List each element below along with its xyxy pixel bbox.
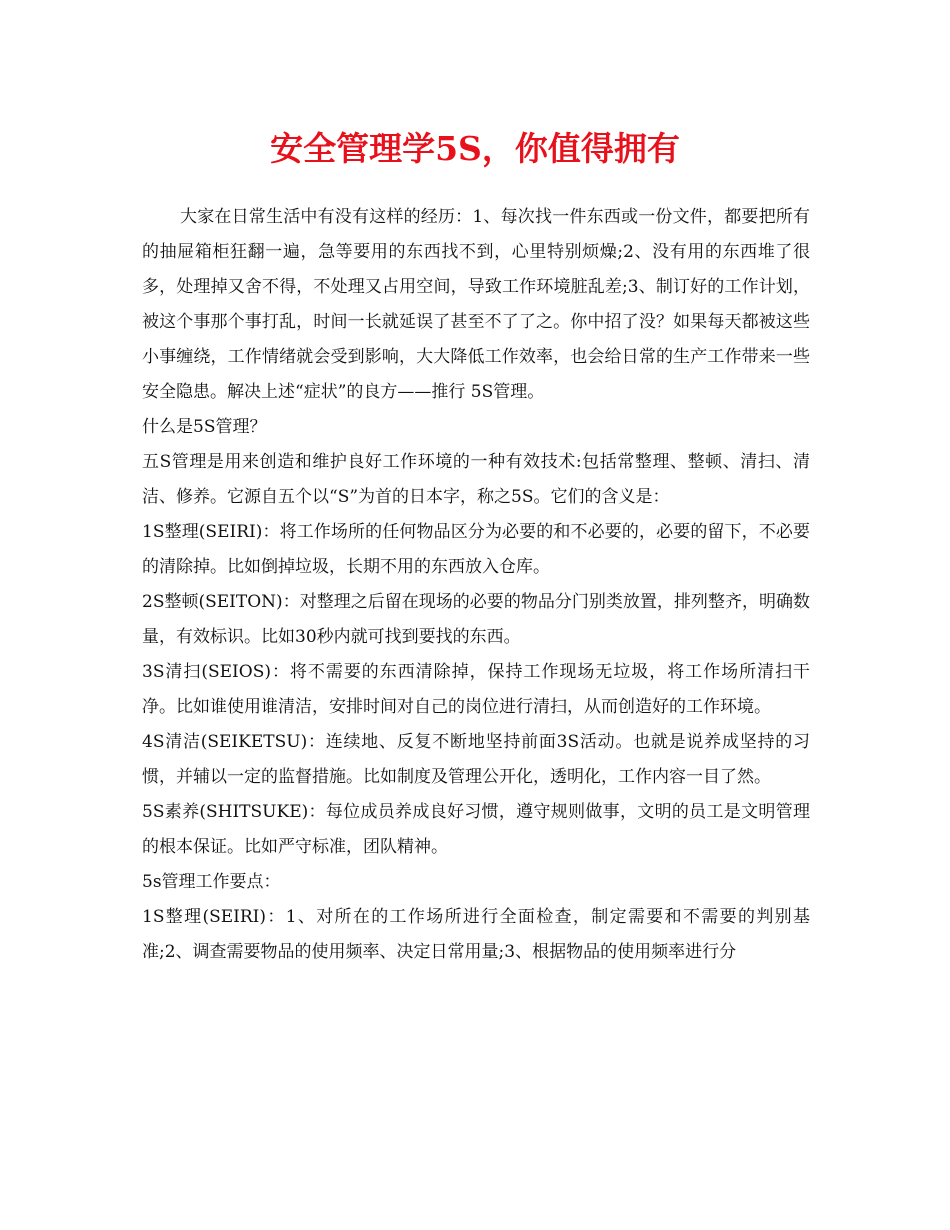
paragraph-key-points-heading: 5s管理工作要点：: [142, 872, 281, 892]
paragraph-2s-seiton: 2S整顿(SEITON)：对整理之后留在现场的必要的物品分门别类放置，排列整齐，明确数量，有效标识。比如30秒内就可找到要找的东西。: [142, 592, 810, 647]
paragraph-intro: 大家在日常生活中有没有这样的经历：1、每次找一件东西或一份文件，都要把所有的抽屉箱柜狂翻一遍，急等要用的东西找不到，心里特别烦燥;2、没有用的东西堆了很多，处理掉又舍不得，不处理又占用空间，导致工作环境脏乱差;3、制订好的工作计划，被这个事那个事打乱，时间一长就延误了甚至不了了之。你中招了没？如果每天都被这些小事缠绕，工作情绪就会受到影响，大大降低工作效率，也会给日常的生产工作带来一些安全隐患。解决上述“症状”的良方——推行 5S管理。: [142, 207, 810, 402]
paragraph-5s-definition: 五S管理是用来创造和维护良好工作环境的一种有效技术:包括常整理、整顿、清扫、清洁、修养。它源自五个以“S”为首的日本字，称之5S。它们的含义是：: [142, 452, 810, 507]
paragraph-what-is-5s: 什么是5S管理？: [142, 417, 267, 437]
paragraph-4s-seiketsu: 4S清洁(SEIKETSU)：连续地、反复不断地坚持前面3S活动。也就是说养成坚持的习惯，并辅以一定的监督措施。比如制度及管理公开化，透明化，工作内容一目了然。: [142, 732, 810, 787]
paragraph-3s-seios: 3S清扫(SEIOS)：将不需要的东西清除掉，保持工作现场无垃圾，将工作场所清扫干净。比如谁使用谁清洁，安排时间对自己的岗位进行清扫，从而创造好的工作环境。: [142, 662, 810, 717]
paragraph-key-points-1s: 1S整理(SEIRI)：1、对所在的工作场所进行全面检查，制定需要和不需要的判别基准;2、调查需要物品的使用频率、决定日常用量;3、根据物品的使用频率进行分: [142, 907, 810, 962]
paragraph-5s-shitsuke: 5S素养(SHITSUKE)：每位成员养成良好习惯，遵守规则做事，文明的员工是文明管理的根本保证。比如严守标准，团队精神。: [142, 802, 810, 857]
document-body: [142, 200, 810, 970]
document-title: 安全管理学5S，你值得拥有: [270, 129, 680, 168]
paragraph-1s-seiri: 1S整理(SEIRI)：将工作场所的任何物品区分为必要的和不必要的，必要的留下，不必要的清除掉。比如倒掉垃圾，长期不用的东西放入仓库。: [142, 522, 810, 577]
